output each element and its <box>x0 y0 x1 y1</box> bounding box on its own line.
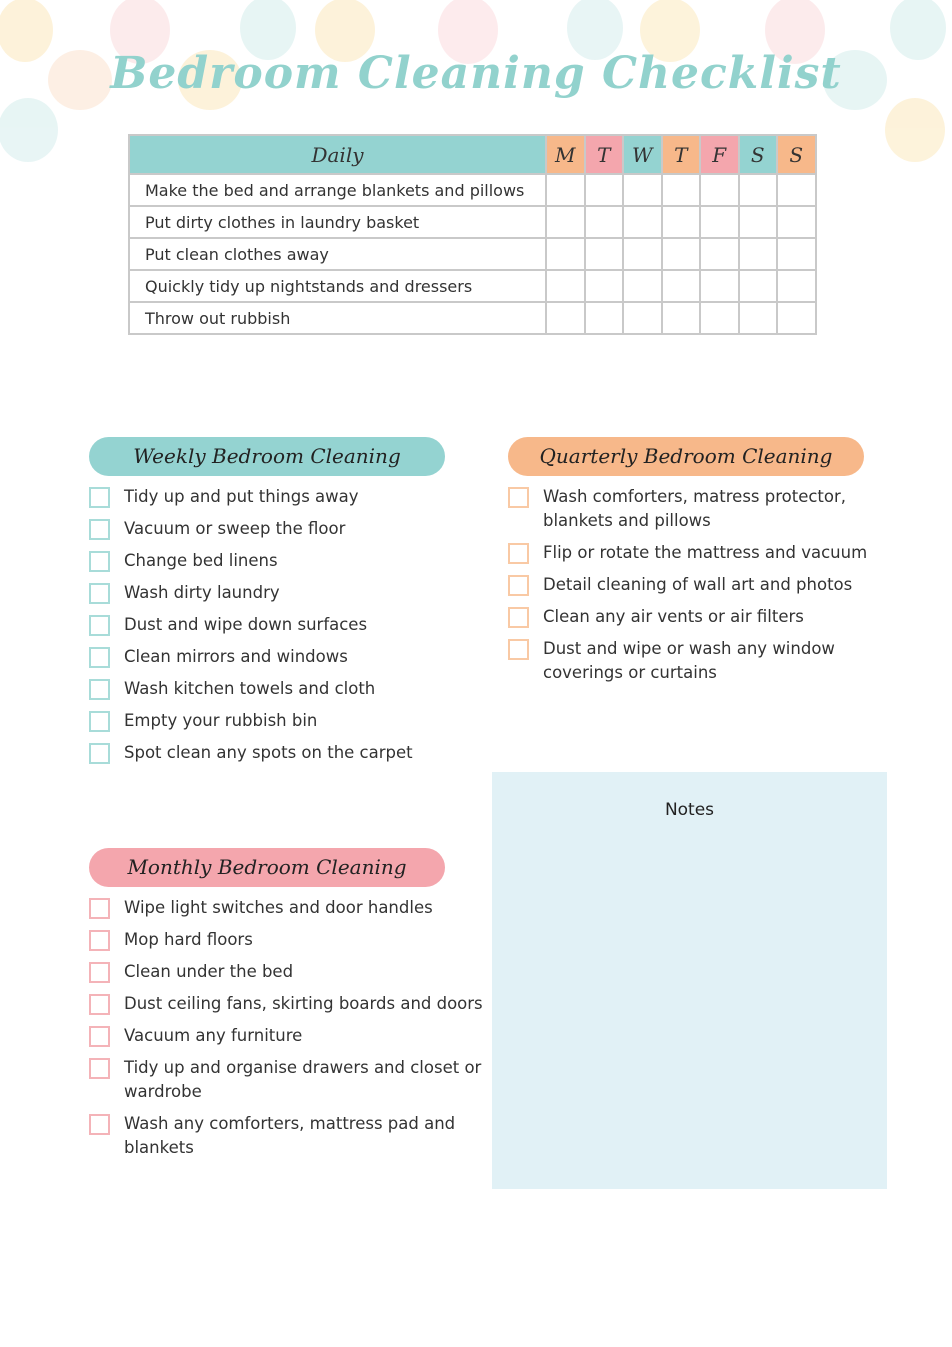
item-label: Clean any air vents or air filters <box>543 607 804 626</box>
daily-task: Throw out rubbish <box>129 302 546 334</box>
weekly-item <box>89 549 469 573</box>
quarterly-item <box>508 605 878 629</box>
day-header: S <box>777 135 816 174</box>
checkbox[interactable] <box>89 487 110 508</box>
monthly-list <box>89 896 484 1168</box>
checkbox[interactable] <box>89 551 110 572</box>
day-checkbox-cell[interactable] <box>739 302 778 334</box>
daily-row <box>129 270 816 302</box>
day-header: S <box>739 135 778 174</box>
daily-table <box>128 134 817 335</box>
item-label: Wash kitchen towels and cloth <box>124 679 376 698</box>
day-header: T <box>662 135 701 174</box>
day-checkbox-cell[interactable] <box>662 238 701 270</box>
day-checkbox-cell[interactable] <box>700 206 739 238</box>
monthly-item <box>89 992 484 1016</box>
checkbox[interactable] <box>89 679 110 700</box>
day-checkbox-cell[interactable] <box>585 206 624 238</box>
checkbox[interactable] <box>508 607 529 628</box>
day-header: F <box>700 135 739 174</box>
day-checkbox-cell[interactable] <box>777 270 816 302</box>
daily-row <box>129 206 816 238</box>
day-checkbox-cell[interactable] <box>623 302 662 334</box>
daily-header: Daily <box>129 135 546 174</box>
monthly-header: Monthly Bedroom Cleaning <box>89 848 445 887</box>
item-label: Dust ceiling fans, skirting boards and doors <box>124 994 483 1013</box>
item-label: Wash any comforters, mattress pad and blankets <box>124 1114 456 1157</box>
day-checkbox-cell[interactable] <box>585 270 624 302</box>
day-checkbox-cell[interactable] <box>739 270 778 302</box>
day-checkbox-cell[interactable] <box>546 302 585 334</box>
day-checkbox-cell[interactable] <box>546 206 585 238</box>
day-checkbox-cell[interactable] <box>700 302 739 334</box>
item-label: Clean under the bed <box>124 962 294 981</box>
item-label: Flip or rotate the mattress and vacuum <box>543 543 868 562</box>
item-label: Empty your rubbish bin <box>124 711 318 730</box>
monthly-item <box>89 1056 484 1104</box>
item-label: Detail cleaning of wall art and photos <box>543 575 853 594</box>
daily-task: Quickly tidy up nightstands and dressers <box>129 270 546 302</box>
day-checkbox-cell[interactable] <box>739 238 778 270</box>
checkbox[interactable] <box>89 1058 110 1079</box>
monthly-item <box>89 1112 484 1160</box>
item-label: Wipe light switches and door handles <box>124 898 433 917</box>
item-label: Change bed linens <box>124 551 278 570</box>
day-checkbox-cell[interactable] <box>585 174 624 206</box>
monthly-item <box>89 896 484 920</box>
quarterly-item <box>508 485 878 533</box>
checkbox[interactable] <box>508 487 529 508</box>
day-checkbox-cell[interactable] <box>777 238 816 270</box>
day-checkbox-cell[interactable] <box>777 206 816 238</box>
checkbox[interactable] <box>89 930 110 951</box>
daily-task: Put clean clothes away <box>129 238 546 270</box>
quarterly-item <box>508 637 878 685</box>
checkbox[interactable] <box>89 519 110 540</box>
daily-row <box>129 174 816 206</box>
day-checkbox-cell[interactable] <box>662 270 701 302</box>
item-label: Tidy up and organise drawers and closet or wardrobe <box>124 1058 482 1101</box>
daily-task: Put dirty clothes in laundry basket <box>129 206 546 238</box>
weekly-item <box>89 485 469 509</box>
checkbox[interactable] <box>89 1114 110 1135</box>
day-checkbox-cell[interactable] <box>546 238 585 270</box>
day-checkbox-cell[interactable] <box>662 206 701 238</box>
weekly-item <box>89 709 469 733</box>
monthly-item <box>89 1024 484 1048</box>
checkbox[interactable] <box>89 743 110 764</box>
item-label: Wash comforters, matress protector, blankets and pillows <box>543 487 847 530</box>
monthly-item <box>89 960 484 984</box>
notes-label: Notes <box>664 800 715 820</box>
item-label: Vacuum or sweep the floor <box>124 519 346 538</box>
checkbox[interactable] <box>89 962 110 983</box>
weekly-item <box>89 645 469 669</box>
day-checkbox-cell[interactable] <box>623 270 662 302</box>
quarterly-item <box>508 541 878 565</box>
day-checkbox-cell[interactable] <box>585 302 624 334</box>
checkbox[interactable] <box>89 994 110 1015</box>
weekly-item <box>89 517 469 541</box>
daily-row <box>129 302 816 334</box>
item-label: Clean mirrors and windows <box>124 647 348 666</box>
weekly-header: Weekly Bedroom Cleaning <box>89 437 445 476</box>
day-checkbox-cell[interactable] <box>546 270 585 302</box>
monthly-item <box>89 928 484 952</box>
day-checkbox-cell[interactable] <box>662 302 701 334</box>
checkbox[interactable] <box>89 647 110 668</box>
quarterly-item <box>508 573 878 597</box>
day-checkbox-cell[interactable] <box>777 174 816 206</box>
item-label: Mop hard floors <box>124 930 253 949</box>
day-checkbox-cell[interactable] <box>585 238 624 270</box>
quarterly-header: Quarterly Bedroom Cleaning <box>508 437 864 476</box>
weekly-item <box>89 741 469 765</box>
day-header: W <box>623 135 662 174</box>
daily-task: Make the bed and arrange blankets and pillows <box>129 174 546 206</box>
item-label: Spot clean any spots on the carpet <box>124 743 413 762</box>
item-label: Tidy up and put things away <box>124 487 359 506</box>
day-checkbox-cell[interactable] <box>739 206 778 238</box>
checkbox[interactable] <box>508 639 529 660</box>
day-checkbox-cell[interactable] <box>623 206 662 238</box>
quarterly-list <box>508 485 878 693</box>
day-header: T <box>585 135 624 174</box>
day-checkbox-cell[interactable] <box>546 174 585 206</box>
checkbox[interactable] <box>89 898 110 919</box>
daily-row <box>129 238 816 270</box>
day-checkbox-cell[interactable] <box>777 302 816 334</box>
day-checkbox-cell[interactable] <box>623 238 662 270</box>
checkbox[interactable] <box>508 575 529 596</box>
checkbox[interactable] <box>89 583 110 604</box>
day-header: M <box>546 135 585 174</box>
weekly-item <box>89 677 469 701</box>
weekly-list <box>89 485 469 773</box>
checkbox[interactable] <box>89 711 110 732</box>
day-checkbox-cell[interactable] <box>662 174 701 206</box>
checkbox[interactable] <box>89 1026 110 1047</box>
item-label: Dust and wipe down surfaces <box>124 615 368 634</box>
day-checkbox-cell[interactable] <box>700 174 739 206</box>
checkbox[interactable] <box>508 543 529 564</box>
item-label: Dust and wipe or wash any window coverings or curtains <box>543 639 835 682</box>
weekly-item <box>89 613 469 637</box>
item-label: Vacuum any furniture <box>124 1026 303 1045</box>
notes-area[interactable] <box>492 772 887 1189</box>
day-checkbox-cell[interactable] <box>700 270 739 302</box>
day-checkbox-cell[interactable] <box>700 238 739 270</box>
weekly-item <box>89 581 469 605</box>
checkbox[interactable] <box>89 615 110 636</box>
page-title: Bedroom Cleaning Checklist <box>110 48 842 99</box>
day-checkbox-cell[interactable] <box>739 174 778 206</box>
item-label: Wash dirty laundry <box>124 583 280 602</box>
day-checkbox-cell[interactable] <box>623 174 662 206</box>
